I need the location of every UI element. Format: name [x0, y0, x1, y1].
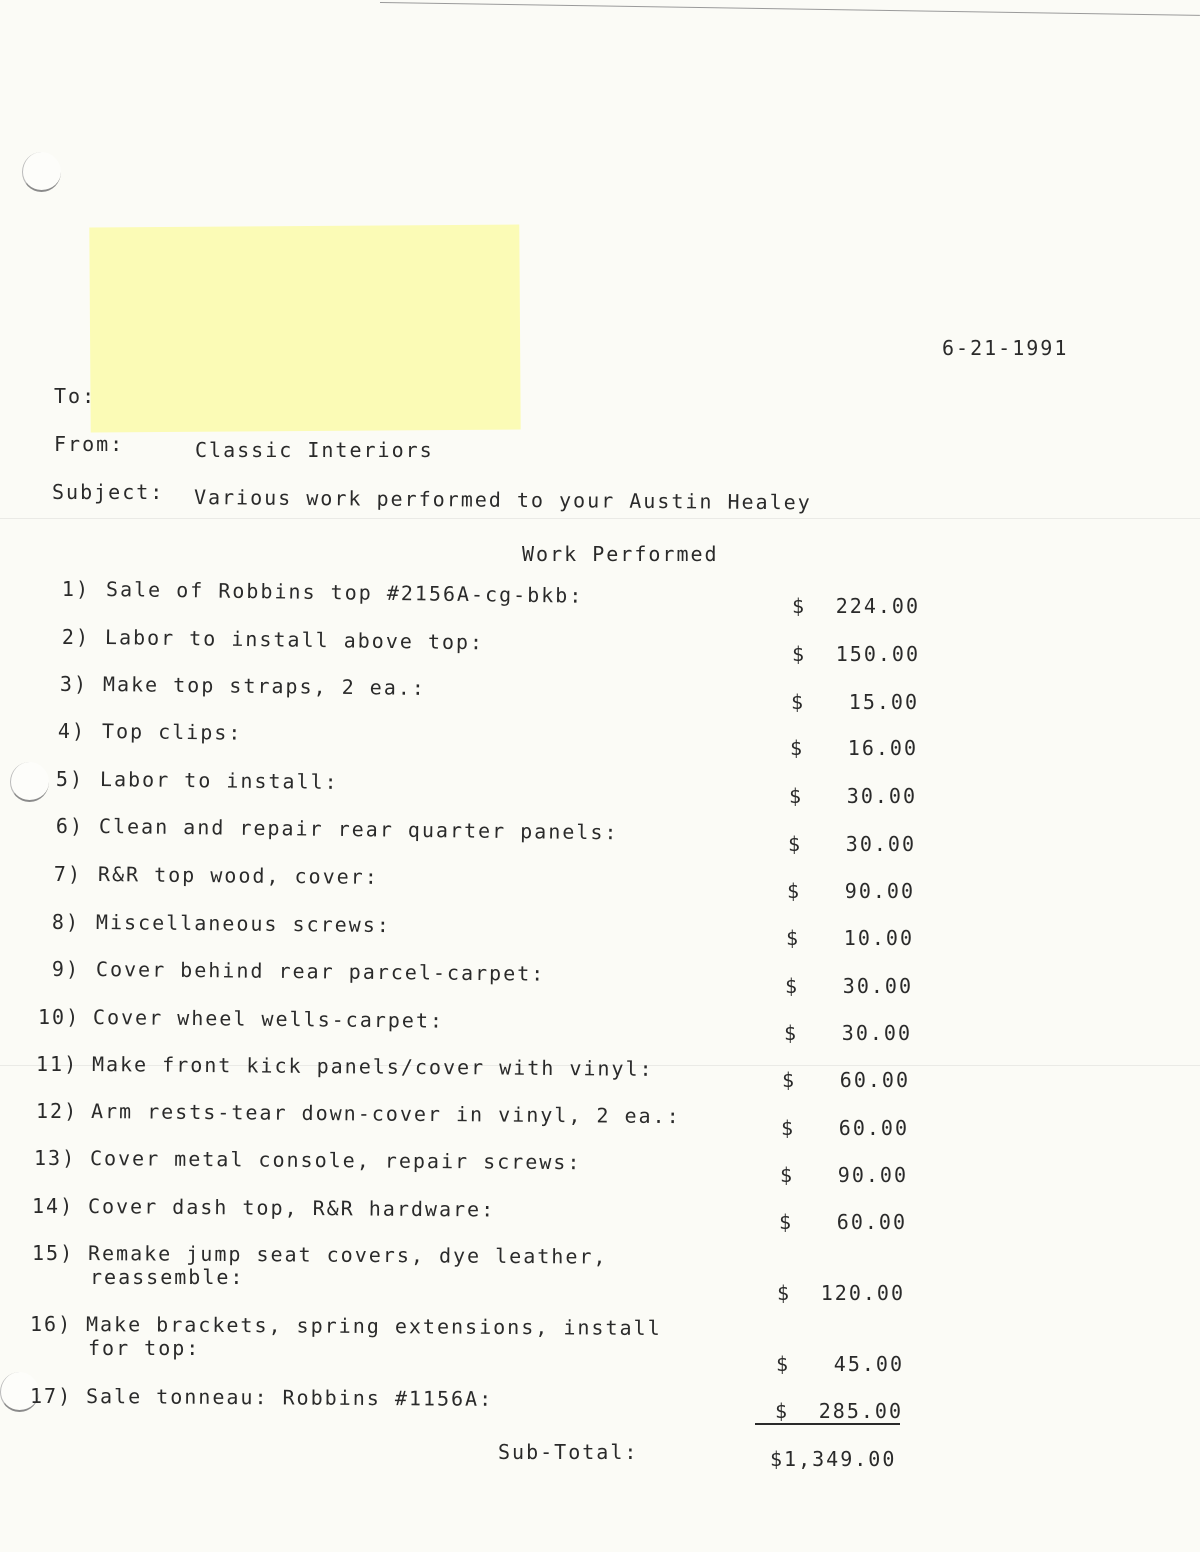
- item-description: Clean and repair rear quarter panels:: [98, 814, 619, 845]
- currency-symbol: $: [792, 642, 807, 666]
- currency-symbol: $: [775, 1399, 790, 1423]
- paper-edge-line: [380, 2, 1200, 16]
- currency-symbol: $: [785, 974, 800, 998]
- item-description-continued: for top:: [88, 1336, 201, 1360]
- item-number: 12): [36, 1099, 79, 1123]
- currency-symbol: $: [786, 926, 801, 950]
- from-value: Classic Interiors: [195, 438, 434, 462]
- item-description: Labor to install above top:: [104, 625, 485, 655]
- item-number: 13): [34, 1146, 77, 1170]
- amount-value: 120.00: [820, 1281, 905, 1305]
- currency-symbol: $: [776, 1352, 791, 1376]
- item-description: Miscellaneous screws:: [95, 910, 391, 938]
- currency-symbol: $: [787, 879, 802, 903]
- item-description: Arm rests-tear down-cover in vinyl, 2 ea.:: [90, 1099, 681, 1129]
- currency-symbol: $: [790, 736, 805, 760]
- amount-value: 30.00: [845, 832, 916, 856]
- document-date: 6-21-1991: [942, 336, 1069, 360]
- currency-symbol: $: [777, 1281, 792, 1305]
- subtotal-value: $1,349.00: [770, 1447, 897, 1471]
- amount-value: 90.00: [837, 1163, 908, 1187]
- item-description: Cover metal console, repair screws:: [89, 1146, 582, 1175]
- section-title: Work Performed: [522, 542, 719, 566]
- item-description-continued: reassemble:: [90, 1265, 245, 1289]
- subject-label: Subject:: [52, 480, 165, 504]
- item-description: Make brackets, spring extensions, install: [85, 1312, 662, 1341]
- item-number: 1): [61, 577, 90, 601]
- currency-symbol: $: [782, 1068, 797, 1092]
- amount-value: 150.00: [835, 642, 920, 666]
- fold-crease: [0, 518, 1200, 519]
- item-number: 7): [53, 862, 82, 886]
- amount-value: 15.00: [848, 690, 919, 714]
- currency-symbol: $: [784, 1021, 799, 1045]
- amount-value: 16.00: [847, 736, 918, 760]
- amount-value: 30.00: [846, 784, 917, 808]
- item-amount: [792, 642, 920, 668]
- item-amount: [779, 1210, 907, 1236]
- amount-value: 224.00: [835, 594, 920, 618]
- item-amount: [784, 1021, 912, 1047]
- amount-value: 10.00: [843, 926, 914, 950]
- currency-symbol: $: [781, 1116, 796, 1140]
- item-description: Make top straps, 2 ea.:: [102, 672, 427, 700]
- item-description: Cover behind rear parcel-carpet:: [95, 957, 546, 986]
- item-description: R&R top wood, cover:: [97, 862, 379, 889]
- total-underline: [755, 1423, 900, 1425]
- item-description: Remake jump seat covers, dye leather,: [87, 1241, 608, 1269]
- item-amount: [787, 879, 915, 905]
- amount-value: 45.00: [833, 1352, 904, 1376]
- amount-value: 30.00: [842, 974, 913, 998]
- item-number: 14): [32, 1194, 75, 1218]
- item-amount: [785, 974, 913, 1000]
- item-amount: [789, 784, 917, 810]
- item-number: 8): [51, 910, 80, 934]
- item-number: 2): [61, 625, 90, 649]
- amount-value: 60.00: [836, 1210, 907, 1234]
- item-number: 17): [30, 1384, 73, 1408]
- item-number: 9): [51, 957, 80, 981]
- item-amount: [786, 926, 914, 952]
- item-number: 15): [32, 1241, 75, 1265]
- item-amount: [788, 832, 916, 858]
- to-label: To:: [54, 384, 97, 408]
- item-description: Top clips:: [101, 719, 243, 745]
- item-number: 6): [55, 814, 84, 838]
- item-amount: [782, 1068, 910, 1094]
- item-amount: [791, 690, 919, 716]
- item-amount: [780, 1163, 908, 1189]
- item-description: Cover wheel wells-carpet:: [92, 1005, 445, 1033]
- amount-value: 30.00: [841, 1021, 912, 1045]
- currency-symbol: $: [791, 690, 806, 714]
- item-amount: [781, 1116, 909, 1142]
- currency-symbol: $: [789, 784, 804, 808]
- amount-value: 90.00: [844, 879, 915, 903]
- currency-symbol: $: [788, 832, 803, 856]
- subject-value: Various work performed to your Austin Healey: [193, 485, 812, 515]
- punch-hole: [22, 152, 61, 192]
- amount-value: 60.00: [838, 1116, 909, 1140]
- currency-symbol: $: [792, 594, 807, 618]
- item-description: Cover dash top, R&R hardware:: [87, 1194, 496, 1222]
- item-number: 10): [38, 1005, 81, 1029]
- item-description: Make front kick panels/cover with vinyl:: [91, 1052, 654, 1081]
- item-number: 3): [59, 672, 88, 696]
- amount-value: 60.00: [839, 1068, 910, 1092]
- item-number: 16): [30, 1312, 73, 1336]
- item-amount: [775, 1399, 903, 1425]
- subtotal-label: Sub-Total:: [498, 1440, 639, 1464]
- item-description: Sale tonneau: Robbins #1156A:: [85, 1384, 494, 1411]
- item-amount: [776, 1352, 904, 1378]
- item-number: 5): [55, 767, 84, 791]
- from-label: From:: [54, 432, 125, 456]
- item-amount: [777, 1281, 905, 1307]
- item-number: 11): [36, 1052, 79, 1076]
- amount-value: 285.00: [818, 1399, 903, 1423]
- redaction-box: [89, 225, 520, 433]
- item-amount: [790, 736, 918, 762]
- currency-symbol: $: [780, 1163, 795, 1187]
- item-amount: [792, 594, 920, 620]
- currency-symbol: $: [779, 1210, 794, 1234]
- item-description: Labor to install:: [99, 767, 339, 794]
- item-number: 4): [57, 719, 86, 743]
- item-description: Sale of Robbins top #2156A-cg-bkb:: [105, 577, 584, 608]
